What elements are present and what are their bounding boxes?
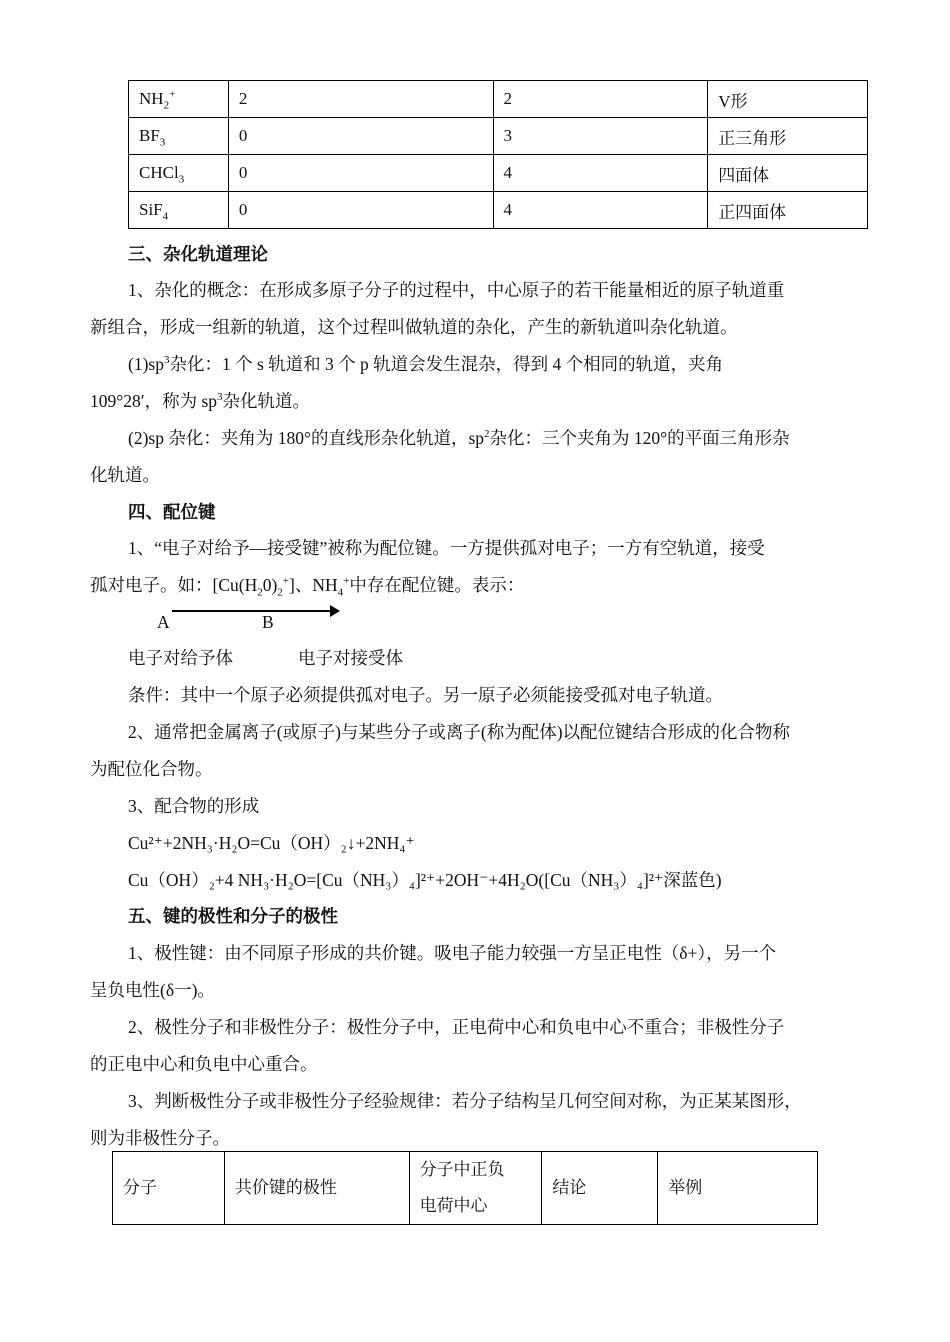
table-cell: $NH_2^+$ [129,81,229,118]
table-row [129,81,868,118]
paragraph: 呈负电性(δ一)。 [90,980,215,1000]
table-cell: 四面体 [708,155,868,192]
donor-label: 电子对给予体 [128,648,233,668]
table-cell: SiF$_4$ [129,192,229,229]
table-cell: 0 [228,192,493,229]
paragraph: 新组合，形成一组新的轨道，这个过程叫做轨道的杂化，产生的新轨道叫杂化轨道。 [90,317,738,337]
table-cell: 4 [493,192,708,229]
table-row [129,192,868,229]
label-b: B [262,612,274,632]
table-cell: 0 [228,118,493,155]
paragraph: 孤对电子。如：$[Cu(H_20)_2^+]$、$NH_4^+$中存在配位键。表示： [90,575,525,599]
acceptor-label: 电子对接受体 [298,648,403,668]
paragraph: 1、“电子对给予—接受键”被称为配位键。一方提供孤对电子；一方有空轨道，接受 [128,538,765,558]
table-cell: 4 [493,155,708,192]
paragraph: 3、判断极性分子或非极性分子经验规律：若分子结构呈几何空间对称，为正某某图形， [128,1091,802,1111]
table-cell: V形 [708,81,868,118]
table-header-cell: 分子中正负 电荷中心 [409,1152,542,1225]
section-heading-hybridization: 三、杂化轨道理论 [128,244,268,264]
table-row [129,118,868,155]
paragraph: 条件：其中一个原子必须提供孤对电子。另一原子必须能接受孤对电子轨道。 [128,685,723,705]
table-cell: 0 [228,155,493,192]
table-cell: 3 [493,118,708,155]
table-header-cell: 举例 [658,1152,818,1225]
table-header-cell: 分子 [113,1152,225,1225]
paragraph: 2、极性分子和非极性分子：极性分子中，正电荷中心和负电中心不重合；非极性分子 [128,1017,785,1037]
paragraph: 3、配合物的形成 [128,796,260,816]
paragraph: (2)sp 杂化：夹角为 180°的直线形杂化轨道，$sp^2$杂化：三个夹角为 120°的平面三角形杂 [128,428,790,448]
polarity-table [112,1151,818,1225]
equation: Cu（OH）₂+4 NH₃·H₂O=[Cu（NH₃）₄]²⁺+2OH⁻+4H₂O([Cu（NH₃）₄]²⁺深蓝色) [128,870,722,890]
section-heading-polarity: 五、键的极性和分子的极性 [128,906,338,926]
table-cell: $BF_3$ [129,118,229,155]
paragraph: 109°28′，称为 $sp^3$杂化轨道。 [90,391,311,411]
paragraph: 1、极性键：由不同原子形成的共价键。吸电子能力较强一方呈正电性（δ+），另一个 [128,943,777,963]
paragraph: 的正电中心和负电中心重合。 [90,1054,318,1074]
table-cell: CHCl$_3$ [129,155,229,192]
table-cell: 正四面体 [708,192,868,229]
equation: Cu²⁺+2NH₃·H₂O=Cu（OH）₂↓+2NH₄⁺ [128,833,415,853]
table-header-row [113,1152,818,1225]
table-header-cell: 共价键的极性 [224,1152,409,1225]
paragraph: 则为非极性分子。 [90,1128,230,1148]
paragraph: $(1)sp^3$杂化：1 个 s 轨道和 3 个 p 轨道会发生混杂，得到 4 个相同的轨道，夹角 [128,354,724,374]
table-cell: 2 [228,81,493,118]
molecule-table [128,80,868,229]
paragraph: 2、通常把金属离子(或原子)与某些分子或离子(称为配体)以配位键结合形成的化合物称 [128,722,791,742]
table-cell: 2 [493,81,708,118]
table-row [129,155,868,192]
section-heading-coordinate-bond: 四、配位键 [128,502,216,522]
table-header-cell: 结论 [542,1152,658,1225]
label-a: A [157,612,170,632]
arrow-icon [172,610,332,612]
paragraph: 化轨道。 [90,465,160,485]
paragraph: 1、杂化的概念：在形成多原子分子的过程中，中心原子的若干能量相近的原子轨道重 [128,280,785,300]
table-cell: 正三角形 [708,118,868,155]
paragraph: 为配位化合物。 [90,759,213,779]
